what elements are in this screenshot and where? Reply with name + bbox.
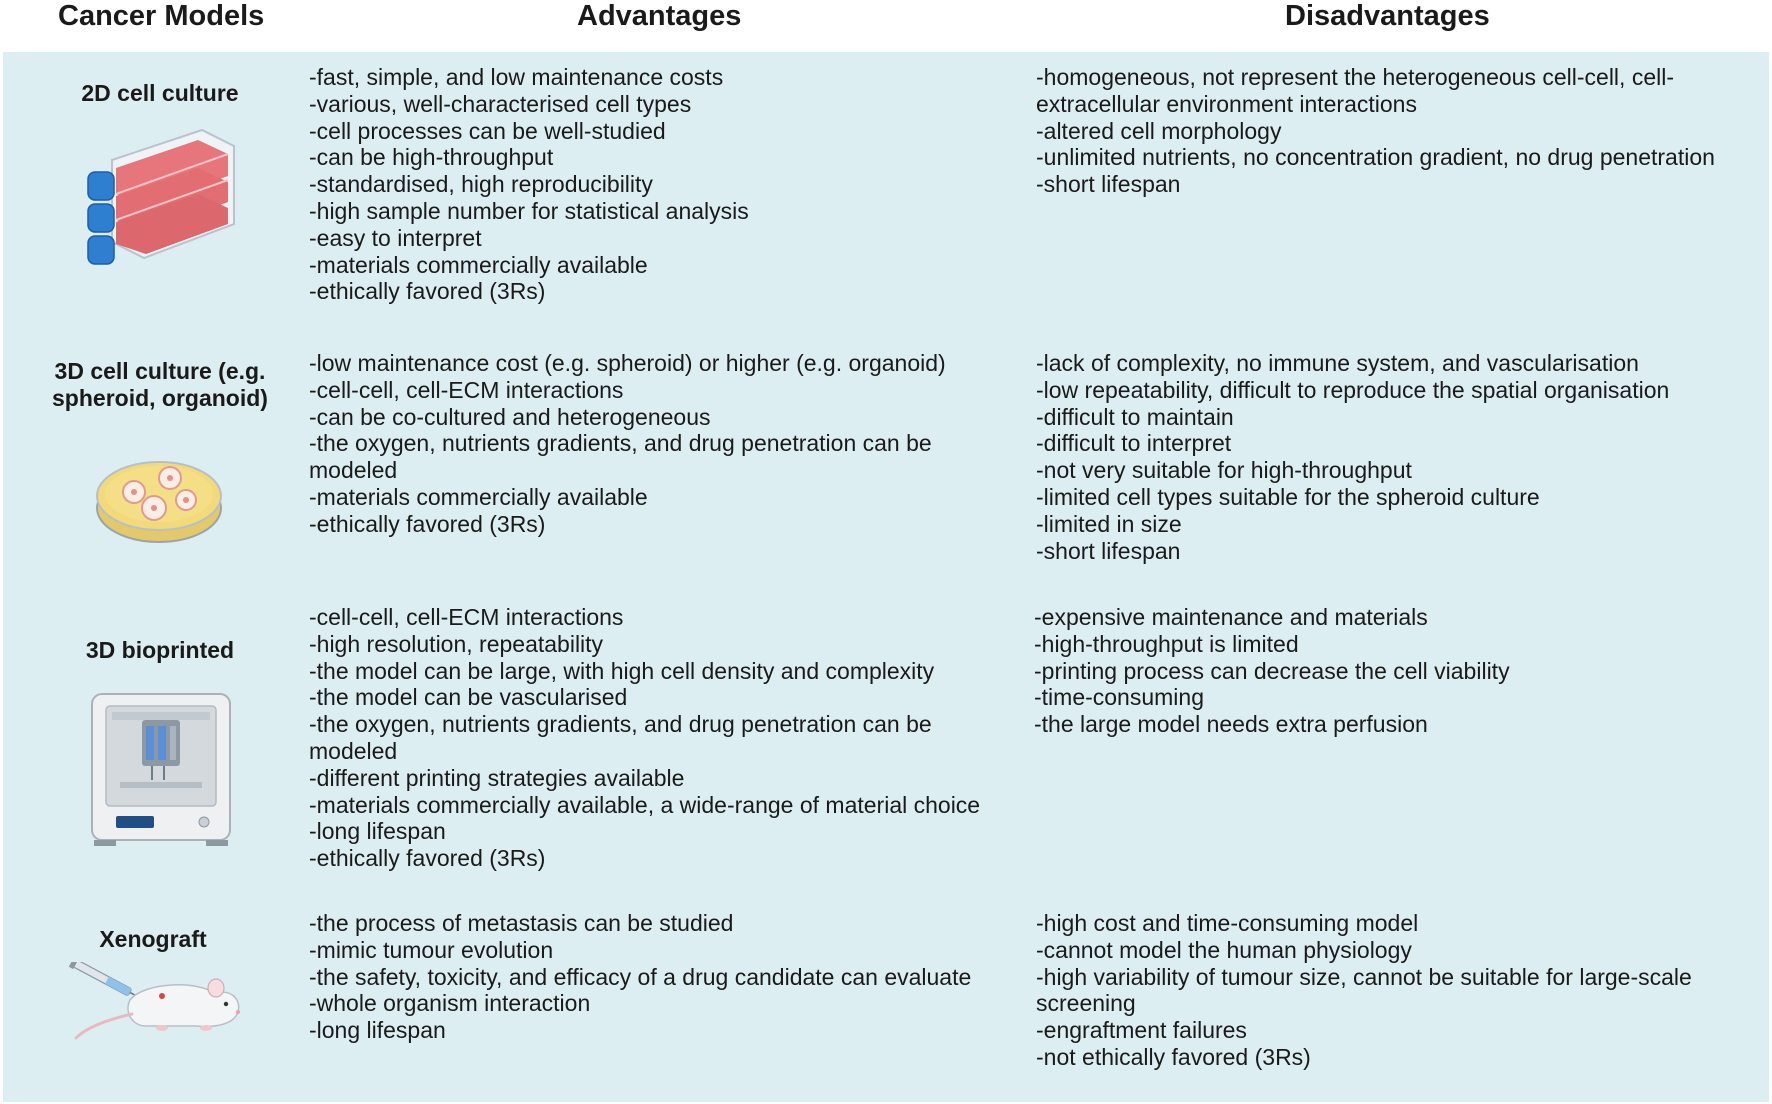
header-advantages: Advantages [577,0,742,32]
list-item: -not very suitable for high-throughput [1036,457,1412,484]
list-item: -easy to interpret [309,224,482,251]
list-item: -various, well-characterised cell types [309,90,692,117]
list-item: -limited in size [1036,510,1182,537]
list-item: modeled [309,737,398,764]
list-item: -the safety, toxicity, and efficacy of a drug candidate can evaluate [309,963,972,990]
list-item: -difficult to interpret [1036,430,1232,457]
list-item: -mimic tumour evolution [309,936,554,963]
list-item: -difficult to maintain [1036,403,1234,430]
petri-dish-spheroid-icon [94,452,224,546]
list-item: -high variability of tumour size, cannot be suitable for large-scale [1036,963,1692,990]
list-item: -high resolution, repeatability [309,630,604,657]
list-item: -altered cell morphology [1036,117,1282,144]
list-item: modeled [309,457,398,484]
list-item: -time-consuming [1034,684,1204,711]
list-item: -printing process can decrease the cell viability [1034,657,1510,684]
list-item: -low repeatability, difficult to reproduce the spatial organisation [1036,376,1670,403]
list-item: -engraftment failures [1036,1017,1247,1044]
list-item: -different printing strategies available [309,764,685,791]
list-item: -cell-cell, cell-ECM interactions [309,376,624,403]
3d-bioprinter-icon [86,690,236,848]
disadvantages-list-bioprinted [1034,604,1510,738]
list-item: -cell-cell, cell-ECM interactions [309,604,624,630]
list-item: -materials commercially available, a wide-range of material choice [309,791,981,818]
advantages-list-xenograft [309,910,971,1044]
list-item: -the oxygen, nutrients gradients, and drug penetration can be [309,430,932,457]
list-item: -the process of metastasis can be studied [309,910,734,936]
list-item: screening [1036,990,1136,1017]
list-item: -long lifespan [309,818,446,845]
disadvantages-list-xenograft [1036,910,1692,1071]
list-item: -expensive maintenance and materials [1034,604,1428,630]
list-item: -unlimited nutrients, no concentration gradient, no drug penetration [1036,144,1715,171]
list-item: -lack of complexity, no immune system, and vascularisation [1036,350,1639,376]
list-item: -the model can be vascularised [309,684,628,711]
advantages-list-bioprinted [309,604,980,872]
list-item: -homogeneous, not represent the heterogeneous cell-cell, cell- [1036,64,1674,90]
mouse-injection-icon [66,962,246,1042]
list-item: -materials commercially available [309,251,648,278]
list-item: -whole organism interaction [309,990,591,1017]
header-cancer-models: Cancer Models [58,0,265,32]
list-item: -can be high-throughput [309,144,554,171]
cell-culture-flasks-icon [82,124,242,272]
list-item: -standardised, high reproducibility [309,171,653,198]
list-item: -short lifespan [1036,171,1181,198]
row-label-2d-cell-culture: 2D cell culture [81,80,239,106]
list-item: -high-throughput is limited [1034,630,1299,657]
advantages-list-2d [309,64,749,305]
list-item: -long lifespan [309,1017,446,1044]
list-item: -ethically favored (3Rs) [309,510,546,537]
row-label-3d-bioprinted: 3D bioprinted [85,637,235,663]
header-disadvantages: Disadvantages [1285,0,1490,32]
row-label-xenograft: Xenograft [99,926,207,952]
list-item: -can be co-cultured and heterogeneous [309,403,711,430]
disadvantages-list-3d [1036,350,1669,564]
list-item: -high cost and time-consuming model [1036,910,1419,936]
list-item: -the model can be large, with high cell density and complexity [309,657,935,684]
list-item: -ethically favored (3Rs) [309,278,546,305]
list-item: -materials commercially available [309,483,648,510]
list-item: -cannot model the human physiology [1036,936,1412,963]
list-item: -high sample number for statistical analysis [309,197,749,224]
list-item: extracellular environment interactions [1036,90,1417,117]
advantages-list-3d [309,350,946,538]
list-item: -cell processes can be well-studied [309,117,666,144]
list-item: -not ethically favored (3Rs) [1036,1043,1311,1070]
list-item: -low maintenance cost (e.g. spheroid) or higher (e.g. organoid) [309,350,946,376]
disadvantages-list-2d [1036,64,1715,198]
list-item: -the oxygen, nutrients gradients, and drug penetration can be [309,711,932,738]
list-item: -ethically favored (3Rs) [309,845,546,872]
list-item: -short lifespan [1036,537,1181,564]
list-item: -the large model needs extra perfusion [1034,711,1428,738]
list-item: -limited cell types suitable for the spheroid culture [1036,483,1540,510]
row-label-3d-cell-culture: 3D cell culture (e.g. spheroid, organoid) [52,358,268,411]
list-item: -fast, simple, and low maintenance costs [309,64,724,90]
